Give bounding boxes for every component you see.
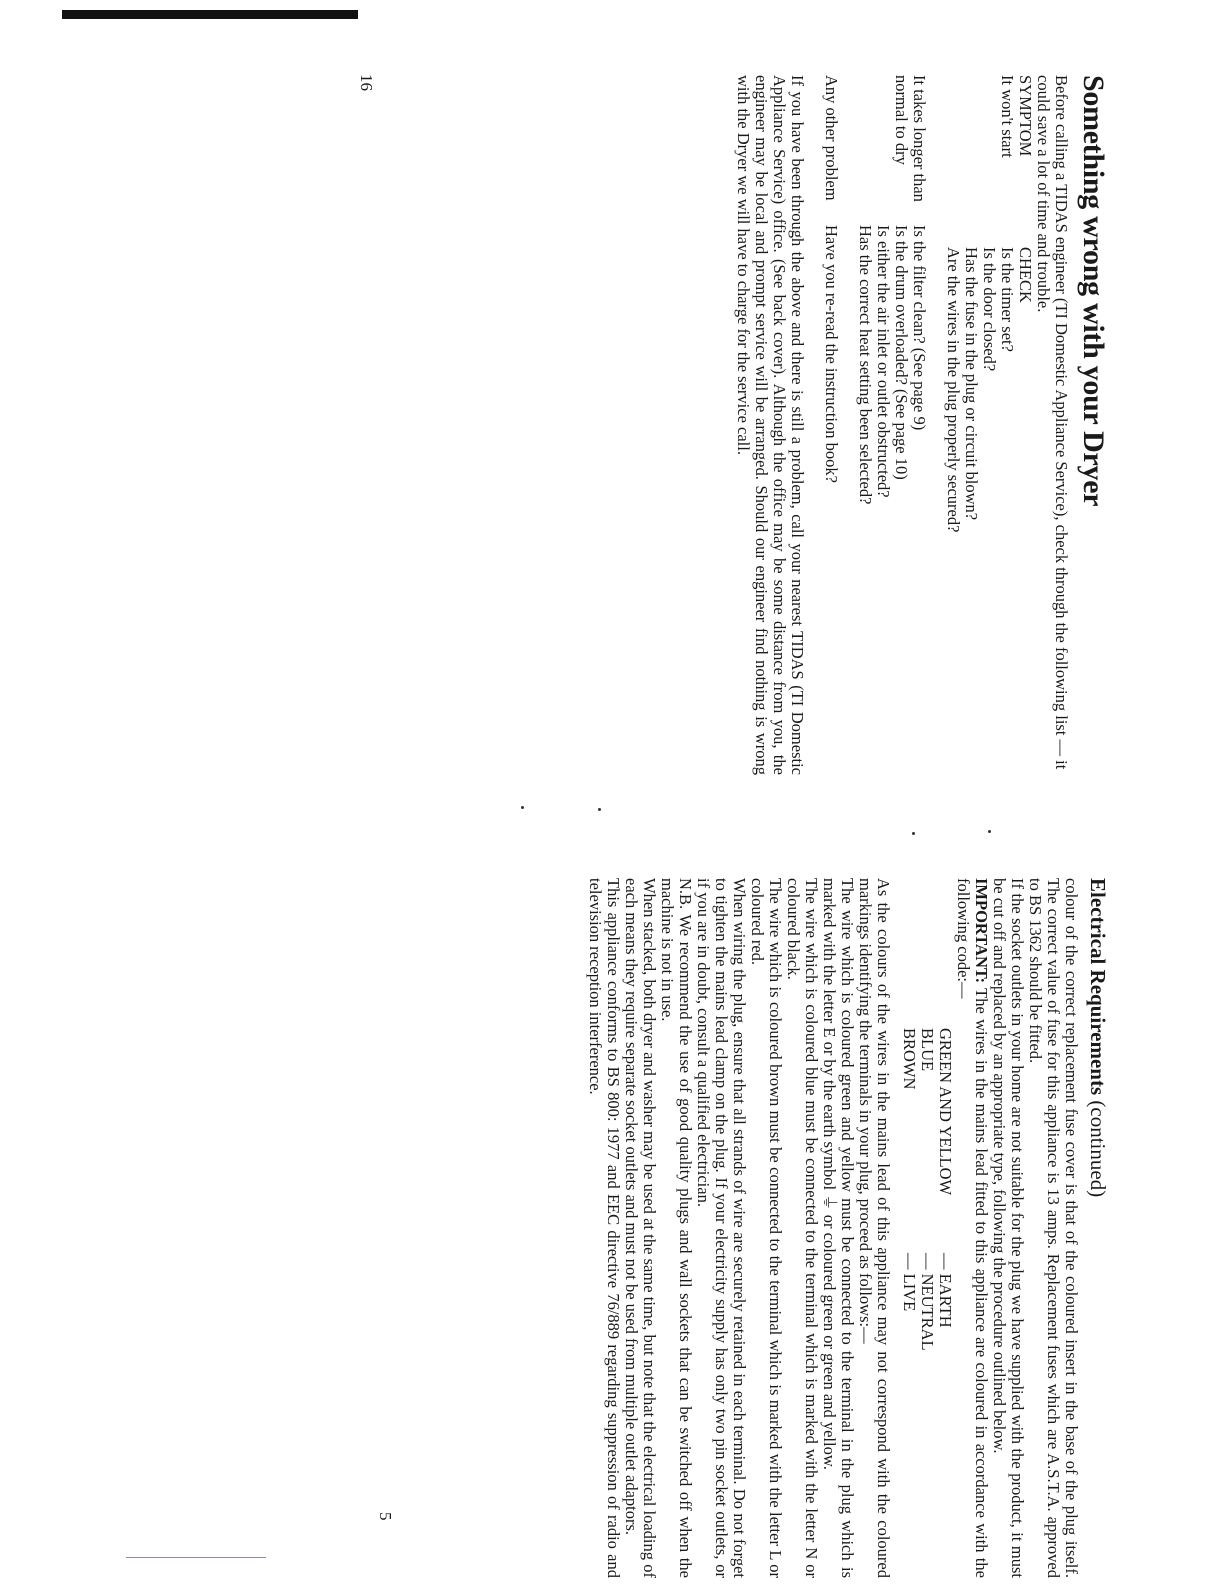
wire-colour: GREEN AND YELLOW [936, 1028, 955, 1196]
wire-code-row [918, 878, 936, 1578]
page-16 [60, 75, 1110, 775]
check-item: Is the door closed? [980, 247, 999, 372]
check-item: Have you re-read the instruction book? [822, 225, 841, 483]
paragraph: N.B. We recommend the use of good quality plugs and wall sockets that can be switched off when the machine is not in use. [658, 878, 695, 1578]
paragraph: The wire which is coloured brown must be connected to the terminal which is marked with the letter L or coloured red. [748, 878, 785, 1578]
paragraph: When stacked, both dryer and washer may be used at the same time, but note that the electrical loading of each means they require separate socket outlets and must not be used from multiple outlet adaptors. [622, 878, 659, 1578]
check-item: Has the correct heat setting been selected? [856, 225, 875, 505]
page-5-title [1086, 878, 1110, 1578]
service-call-paragraph: If you have been through the above and there is still a problem, call your nearest TIDAS (TI Domestic Appliance Service) office. (See back cover). Although the office may be some distance from you, the engineer may be local and prompt service will be arranged. Should our engineer find nothing is wrong with the Dryer we will have to charge for the service call. [734, 75, 807, 775]
check-item: Is either the air inlet or outlet obstructed? [874, 225, 893, 498]
title-bold: Electrical Requirements [1086, 878, 1110, 1096]
top-edge-bar [62, 10, 358, 19]
page-number-16: 16 [357, 74, 376, 91]
wire-meaning: — EARTH [936, 1253, 955, 1328]
paragraph: The wire which is coloured green and yellow must be connected to the terminal in the plug which is marked with the letter E or by the earth symbol ⏚ or coloured green or green and yellow. [820, 878, 857, 1578]
check-item: Are the wires in the plug properly secured? [944, 247, 963, 533]
wire-meaning: — NEUTRAL [918, 1253, 937, 1351]
check-list [822, 225, 840, 775]
check-header: CHECK [1016, 247, 1035, 303]
wire-code-row [936, 878, 954, 1578]
symptom-label: It won't start [998, 75, 1017, 158]
scan-speck [988, 830, 991, 833]
wire-meaning: — LIVE [900, 1253, 919, 1312]
symptom-group [856, 75, 928, 775]
check-list [856, 225, 928, 775]
page-16-title: Something wrong with your Dryer [1077, 75, 1110, 507]
check-item: Is the drum overloaded? (See page 10) [892, 225, 911, 480]
symptom-header: SYMPTOM [1016, 75, 1035, 157]
scan-speck [521, 806, 524, 809]
paragraph: If the socket outlets in your home are not suitable for the plug we have supplied with the product, it must be cut off and replaced by an appropriate type, following the procedure outlined below. [990, 878, 1027, 1578]
paragraph: This appliance conforms to BS 800: 1977 and EEC directive 76/889 regarding suppression of radio and television reception interference. [586, 878, 623, 1578]
symptom-label: It takes longer than normal to dry [892, 75, 929, 202]
check-item: Has the fuse in the plug or circuit blown? [962, 247, 981, 521]
check-item: Is the timer set? [998, 247, 1017, 352]
symptom-group [944, 75, 1016, 775]
check-item: Is the filter clean? (See page 9) [910, 225, 929, 431]
wire-colour: BLUE [918, 1028, 937, 1072]
wire-code-row [900, 878, 918, 1578]
important-text: The wires in the mains lead fitted to this appliance are coloured in accordance with the following code:— [954, 878, 991, 1578]
table-header-row [1016, 75, 1034, 775]
symptom-label: Any other problem [822, 75, 841, 201]
scan-speck [912, 832, 915, 835]
symptom-group [822, 75, 840, 775]
paragraph: When wiring the plug, ensure that all strands of wire are securely retained in each terminal. Do not forget to tighten the mains lead clamp on the plug. If your electricity supply has only two pin socket outlets, or if you are in doubt, consult a qualified electrician. [694, 878, 749, 1578]
wire-colour: BROWN [900, 1028, 919, 1090]
paragraph: As the colours of the wires in the mains lead of this appliance may not correspond with the coloured markings identifying the terminals in your plug, proceed as follows:— [856, 878, 893, 1578]
page-number-5: 5 [376, 1512, 395, 1521]
important-paragraph [954, 878, 990, 1578]
scan-speck [598, 808, 601, 811]
paragraph: The wire which is coloured blue must be connected to the terminal which is marked with the letter N or coloured black. [784, 878, 821, 1578]
paragraph: colour of the correct replacement fuse cover is that of the coloured insert in the base of the plug itself. The correct value of fuse for this appliance is 13 amps. Replacement fuses which are A.S.T.A. approved to BS 1362 should be fitted. [1026, 878, 1081, 1578]
important-label: IMPORTANT: [972, 878, 991, 984]
page-5 [60, 878, 1110, 1578]
check-list [944, 225, 1016, 775]
title-continued: (continued) [1086, 1095, 1110, 1198]
troubleshoot-intro: Before calling a TIDAS engineer (TI Domestic Appliance Service), check through the following list — it could save a lot of time and trouble. [1034, 75, 1071, 770]
